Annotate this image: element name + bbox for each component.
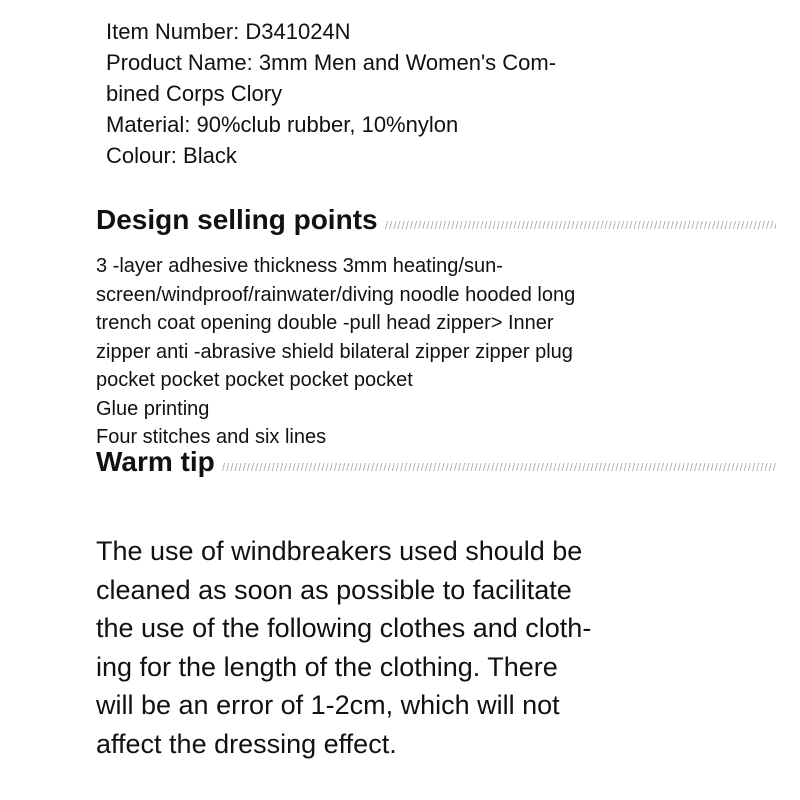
selling-point-line: zipper anti -abrasive shield bilateral zipper zipper plug xyxy=(96,340,573,363)
colour: Colour: Black xyxy=(106,143,237,168)
selling-point-line: Glue printing xyxy=(96,397,210,420)
warm-tip-title: Warm tip xyxy=(96,446,215,477)
design-selling-points-heading xyxy=(96,203,776,237)
selling-point-line: pocket pocket pocket pocket pocket xyxy=(96,369,413,391)
item-number: Item Number: D341024N xyxy=(106,19,351,44)
warm-tip-line: The use of windbreakers used should be xyxy=(96,536,583,566)
selling-point-line: trench coat opening double -pull head zipper> Inner xyxy=(96,312,554,334)
design-selling-points-title: Design selling points xyxy=(96,204,378,235)
material: Material: 90%club rubber, 10%nylon xyxy=(106,112,459,137)
warm-tip-line: affect the dressing effect. xyxy=(96,728,397,759)
selling-point-line: 3 -layer adhesive thickness 3mm heating/sun- xyxy=(96,255,503,277)
warm-tip-line: will be an error of 1-2cm, which will not xyxy=(96,690,560,720)
warm-tip-line: cleaned as soon as possible to facilitate xyxy=(96,574,572,605)
warm-tip-line: the use of the following clothes and cloth- xyxy=(96,613,592,643)
product-name: Product Name: 3mm Men and Women's Com- xyxy=(106,50,557,75)
product-name-continued: bined Corps Clory xyxy=(106,81,283,106)
heading-divider xyxy=(221,463,776,471)
warm-tip-line: ing for the length of the clothing. There xyxy=(96,651,558,682)
product-specs xyxy=(106,16,706,171)
heading-divider xyxy=(384,221,776,229)
warm-tip-text xyxy=(96,532,736,763)
design-selling-points-text xyxy=(96,252,716,452)
selling-point-line: screen/windproof/rainwater/diving noodle hooded long xyxy=(96,283,576,306)
warm-tip-heading xyxy=(96,445,776,479)
selling-point-line: Four stitches and six lines xyxy=(96,426,327,448)
